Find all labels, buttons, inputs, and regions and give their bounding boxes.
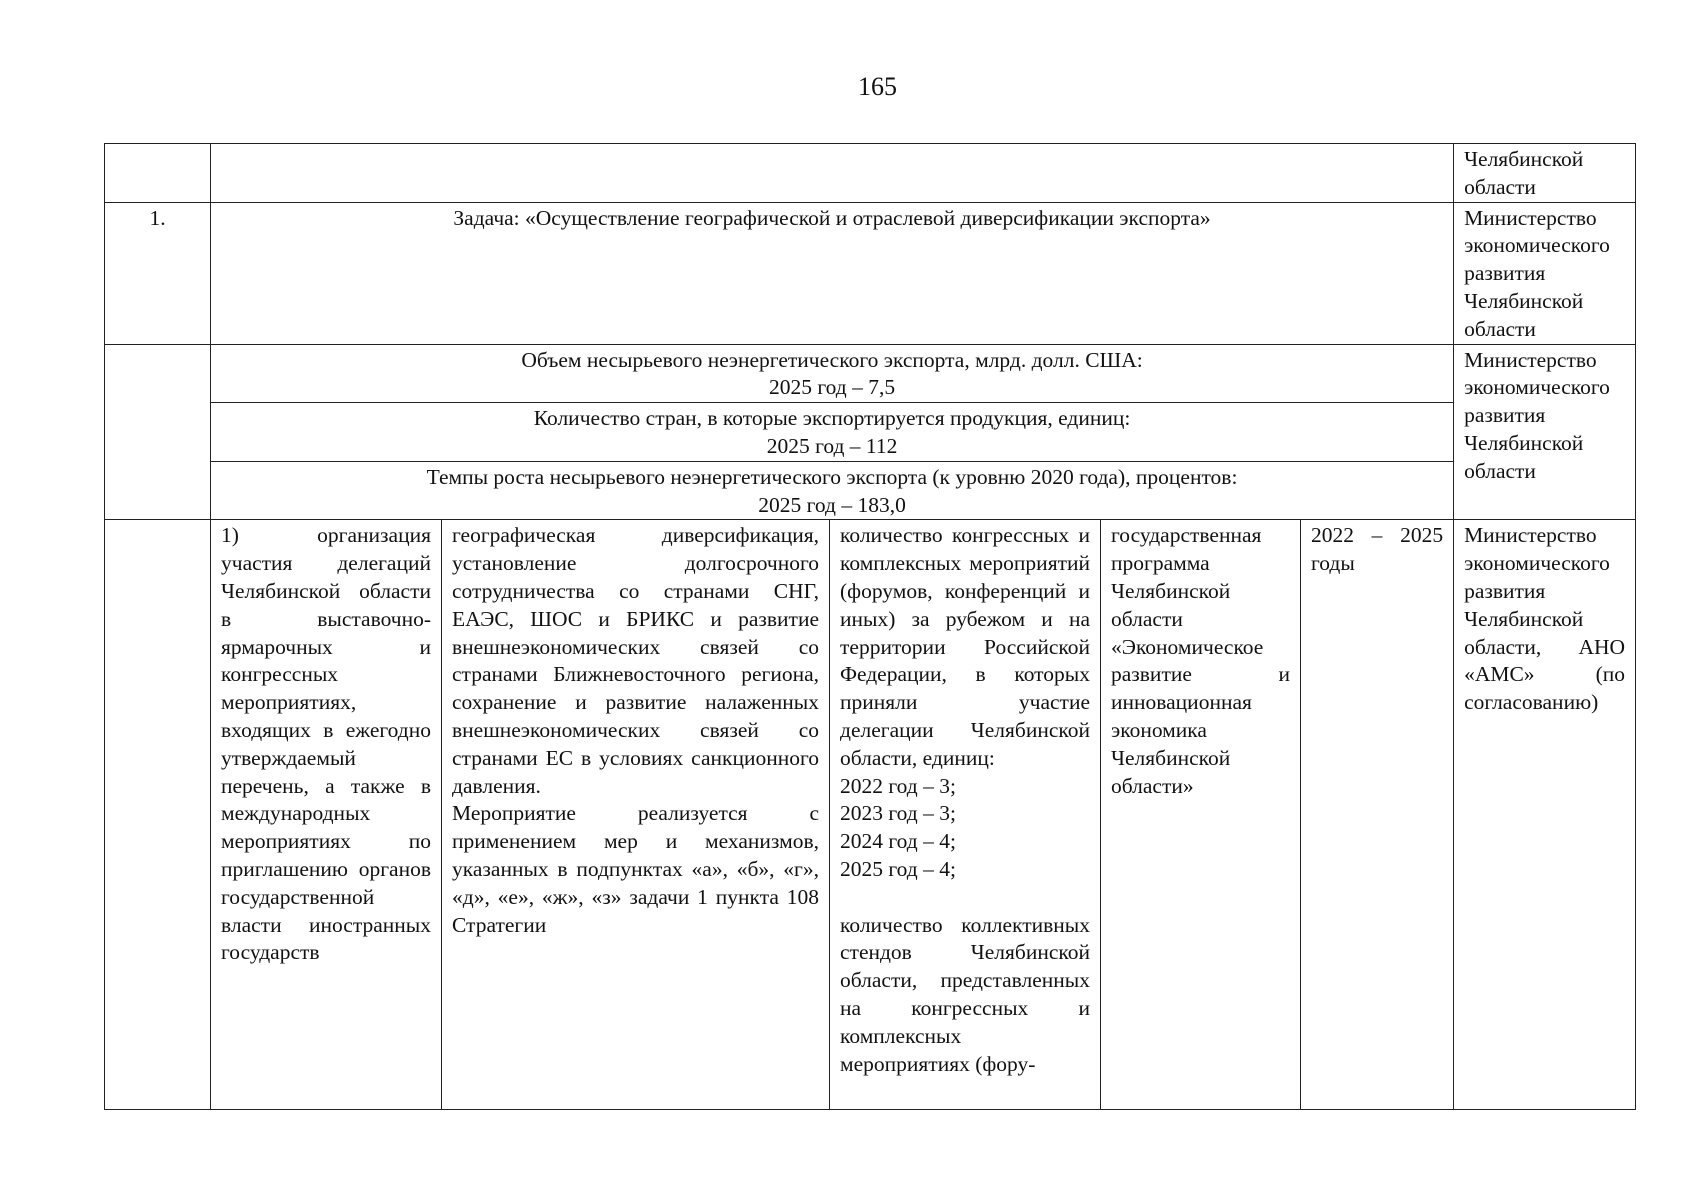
task-title: Задача: «Осуществление географической и отраслевой диверсификации экспорта» [211, 202, 1454, 344]
activity-responsible: Министерство экономического развития Челябинской области, АНО «АМС» (по согласованию) [1454, 520, 1636, 1110]
plan-table [104, 143, 1636, 1110]
indicators-responsible: Министерство экономического развития Челябинской области [1454, 344, 1636, 520]
activity-period: 2022 – 2025 годы [1301, 520, 1454, 1110]
activity-description-extra: Мероприятие реализуется с применением мер и механизмов, указанных в подпунктах «а», «б», «г», «д», «е», «ж», «з» задачи 1 пункта 108 Стратегии [452, 801, 819, 937]
activity-row [105, 520, 1636, 1110]
indicator-cell [211, 461, 1454, 520]
indicator-row [105, 344, 1636, 403]
cell-empty-content [211, 144, 1454, 203]
indicator-title: Темпы роста несырьевого неэнергетического экспорта (к уровню 2020 года), процентов: [426, 464, 1238, 489]
activity-program: государственная программа Челябинской области «Экономическое развитие и инновационная экономика Челябинской области» [1101, 520, 1301, 1110]
page-number: 165 [858, 72, 897, 101]
task-number: 1. [105, 202, 211, 344]
cell-empty-number [105, 144, 211, 203]
task-row [105, 202, 1636, 344]
prev-responsible-line: области [1464, 174, 1536, 199]
indicator-row [105, 403, 1636, 462]
indicator-row [105, 461, 1636, 520]
activity-indicator-value: 2025 год – 4; [840, 856, 956, 881]
indicator-value: 2025 год – 112 [766, 433, 898, 458]
activity-indicator-text: количество конгрессных и комплексных мероприятий (форумов, конференций и иных) за рубежом и на территории Российской Федерации, в которых приняли участие делегации Челябинской области, единиц: [840, 523, 1090, 770]
indicator-value: 2025 год – 183,0 [758, 492, 906, 517]
activity-indicator-value: 2023 год – 3; [840, 801, 956, 826]
activity-name: 1) организация участия делегаций Челябинской области в выставочно-ярмарочных и конгрессных мероприятиях, входящих в ежегодно утверждаемый перечень, а также в международных мероприятиях по приглашению органов государственной власти иностранных государств [211, 520, 442, 1110]
indicator-cell [211, 403, 1454, 462]
indicator-title: Количество стран, в которые экспортируется продукция, единиц: [533, 406, 1131, 431]
prev-responsible-line: Челябинской [1464, 147, 1584, 171]
indicator-cell [211, 344, 1454, 403]
continuation-row [105, 144, 1636, 203]
cell-prev-responsible [1454, 144, 1636, 203]
activity-description-text: географическая диверсификация, установление долгосрочного сотрудничества со странами СНГ, ЕАЭС, ШОС и БРИКС и развитие внешнеэкономических связей со странами Ближневосточного региона, сохранение и развитие налаженных внешнеэкономических связей со странами ЕС в условиях санкционного давления. [452, 523, 819, 798]
activity-number-empty [105, 520, 211, 1110]
activity-indicator-value: 2022 год – 3; [840, 773, 956, 798]
task-responsible: Министерство экономического развития Челябинской области [1454, 202, 1636, 344]
indicator-value: 2025 год – 7,5 [768, 375, 896, 400]
indicator-number-empty [105, 344, 211, 520]
activity-indicator-value: 2024 год – 4; [840, 829, 956, 854]
activity-description [442, 520, 830, 1110]
activity-indicator-text2: количество коллективных стендов Челябинской области, представленных на конгрессных и комплексных мероприятиях (фору- [840, 912, 1090, 1076]
indicator-title: Объем несырьевого неэнергетического экспорта, млрд. долл. США: [521, 347, 1143, 372]
activity-indicator-spacer [840, 884, 1090, 912]
activity-indicators [830, 520, 1101, 1110]
